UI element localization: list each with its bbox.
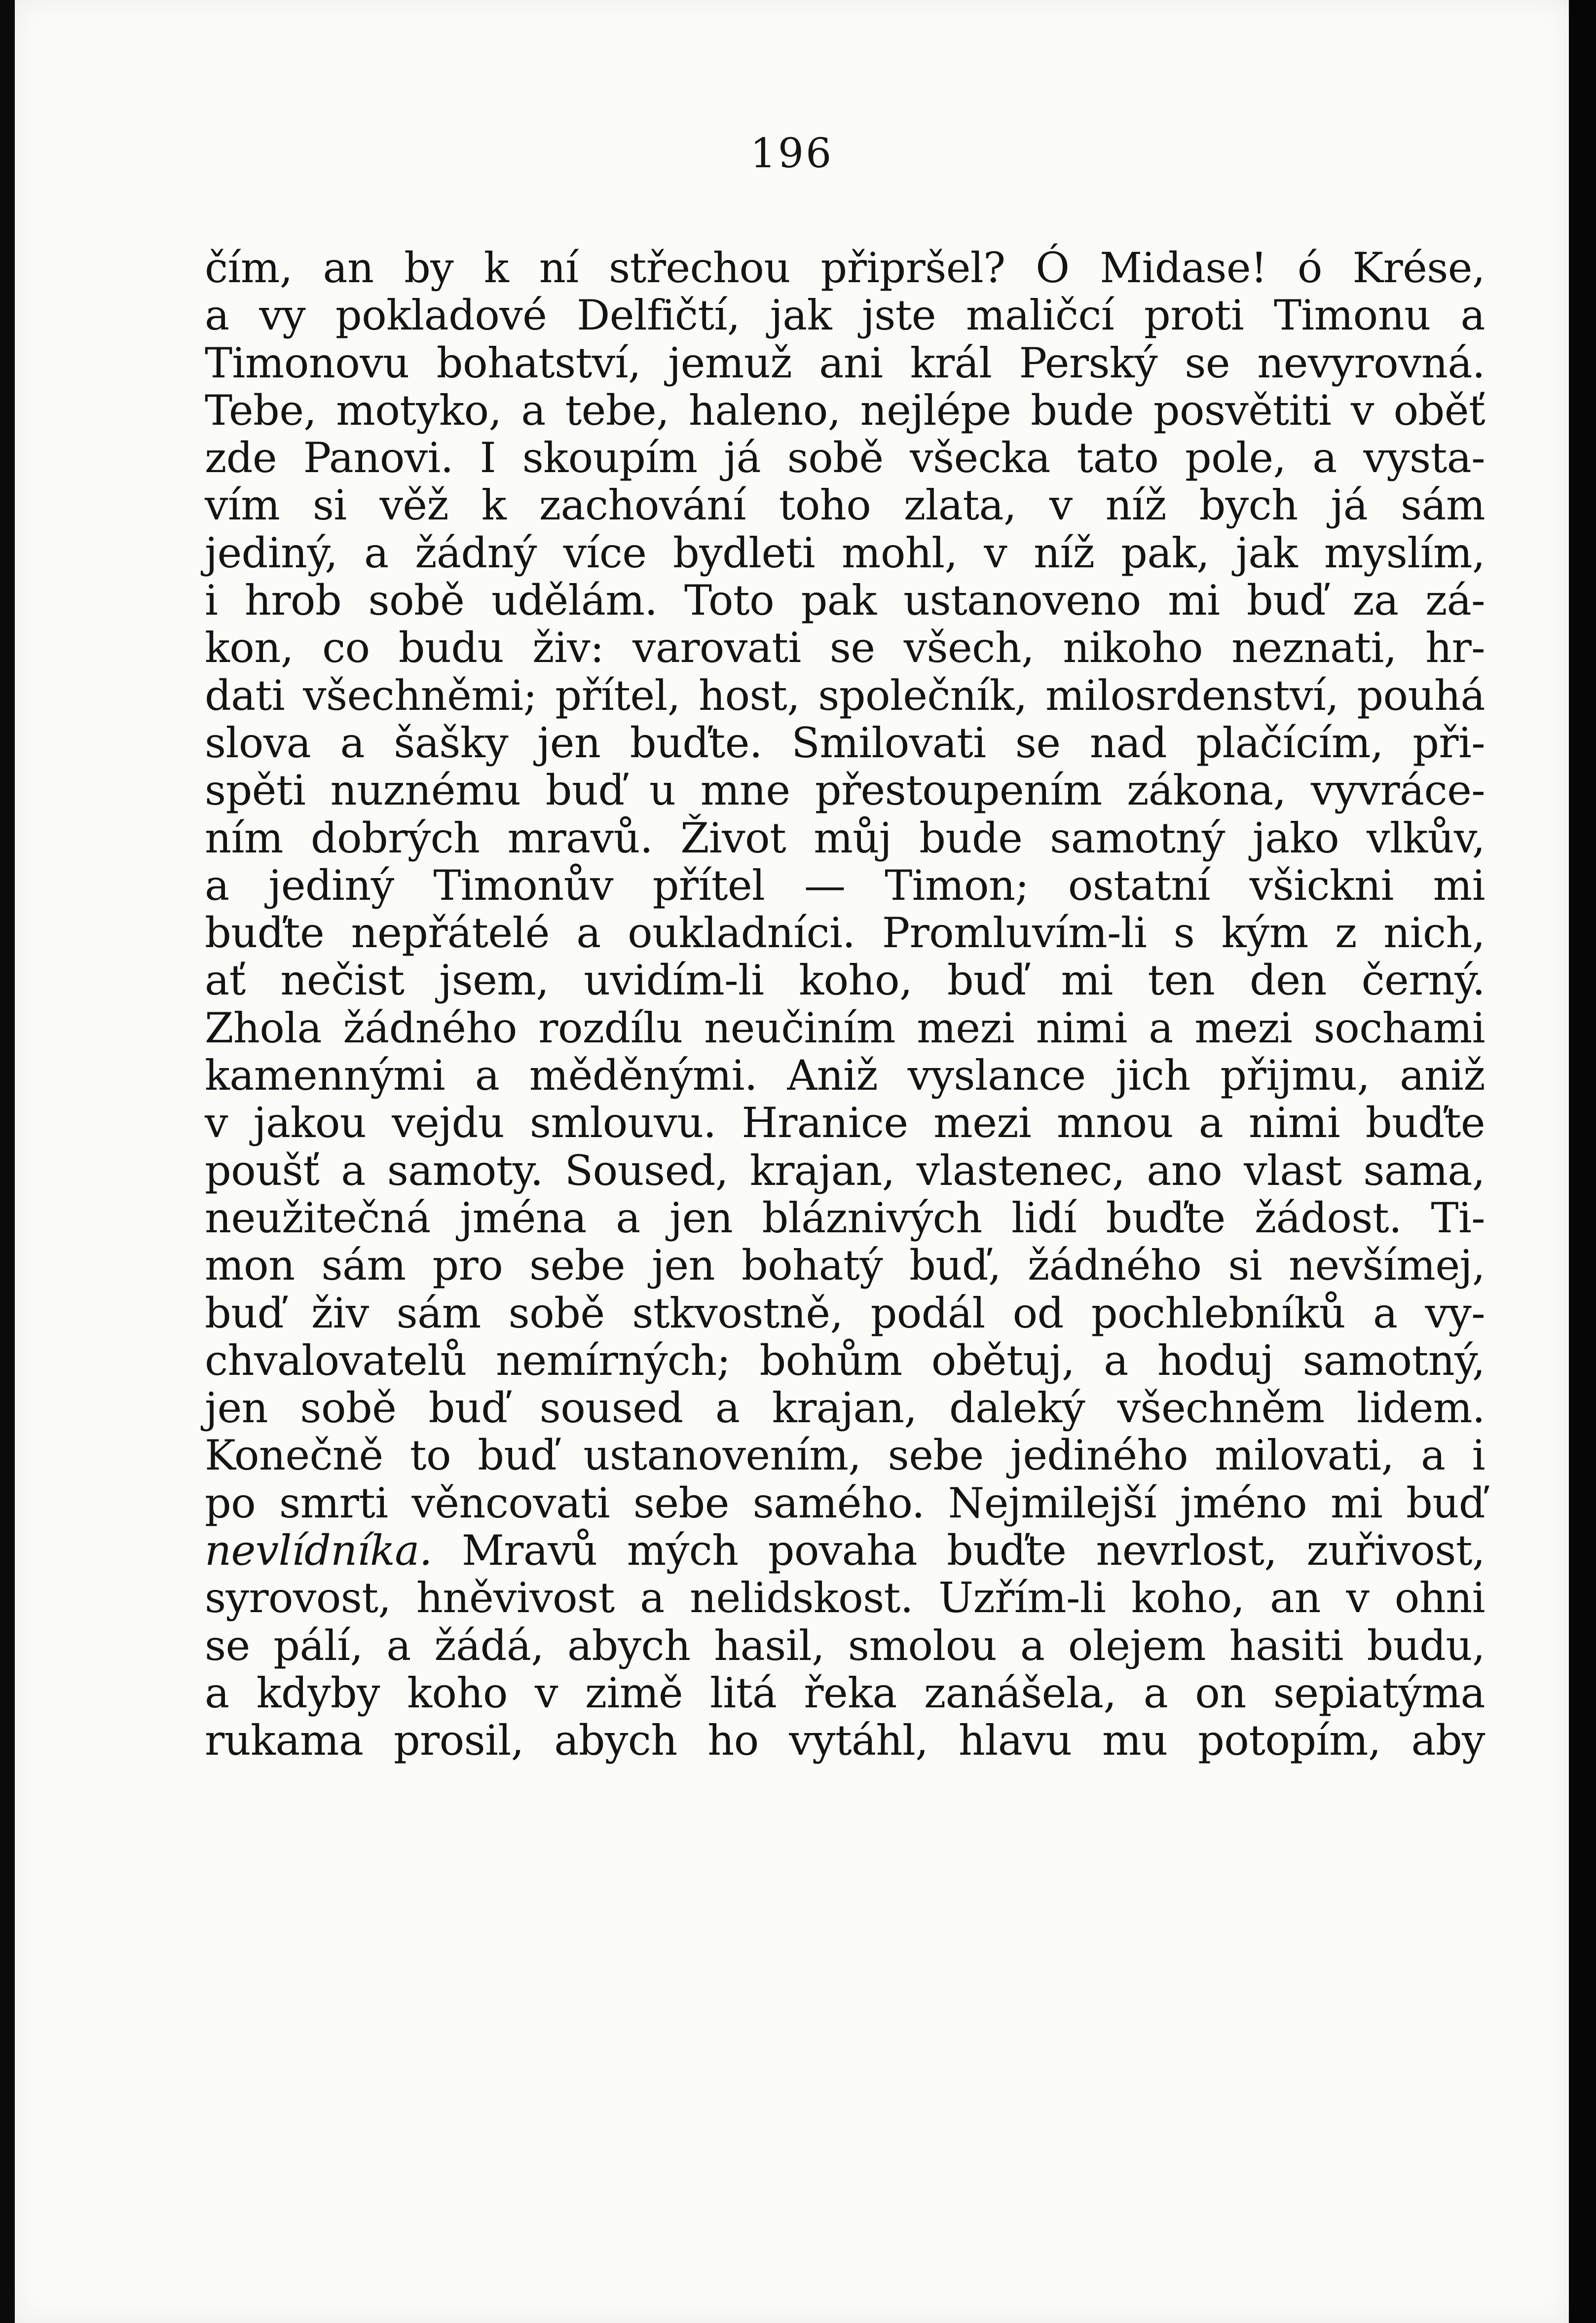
text-line: mon sám pro sebe jen bohatý buď, žádného si nevšímej,	[205, 1241, 1485, 1290]
text-line: ať nečist jsem, uvidím-li koho, buď mi ten den černý.	[205, 956, 1485, 1005]
page-number: 196	[750, 130, 834, 177]
text-line: slova a šašky jen buďte. Smilovati se nad plačícím, při-	[205, 718, 1485, 767]
text-line: buď živ sám sobě stkvostně, podál od pochlebníků a vy-	[205, 1289, 1485, 1337]
text-line: vím si věž k zachování toho zlata, v níž bych já sám	[205, 481, 1485, 530]
text-line: zde Panovi. I skoupím já sobě všecka tato pole, a vysta-	[205, 434, 1485, 482]
text-line: Timonovu bohatství, jemuž ani král Perský se nevyrovná.	[205, 338, 1485, 387]
text-line: Tebe, motyko, a tebe, haleno, nejlépe bude posvětiti v oběť	[205, 386, 1485, 435]
text-line: čím, an by k ní střechou připršel? Ó Midase! ó Krése,	[205, 244, 1485, 292]
text-line: po smrti věncovati sebe samého. Nejmilejší jméno mi buď	[205, 1478, 1485, 1527]
text-line: Konečně to buď ustanovením, sebe jediného milovati, a i	[205, 1431, 1485, 1480]
text-line: buďte nepřátelé a oukladníci. Promluvím-li s kým z nich,	[205, 909, 1485, 958]
text-line: syrovost, hněvivost a nelidskost. Uzřím-li koho, an v ohni	[205, 1574, 1485, 1622]
book-page	[15, 0, 1569, 2323]
text-line: Zhola žádného rozdílu neučiním mezi nimi a mezi sochami	[205, 1003, 1485, 1052]
text-line: a vy pokladové Delfičtí, jak jste maličcí proti Timonu a	[205, 291, 1485, 340]
text-line: kon, co budu živ: varovati se všech, nikoho neznati, hr-	[205, 624, 1485, 672]
text-line: chvalovatelů nemírných; bohům obětuj, a hoduj samotný,	[205, 1336, 1485, 1385]
text-line: jediný, a žádný více bydleti mohl, v níž pak, jak myslím,	[205, 528, 1485, 577]
text-line: spěti nuznému buď u mne přestoupením zákona, vyvráce-	[205, 766, 1485, 815]
text-line: a kdyby koho v zimě litá řeka zanášela, a on sepiatýma	[205, 1668, 1485, 1717]
text-line: ním dobrých mravů. Život můj bude samotný jako vlkův,	[205, 813, 1485, 862]
text-line: dati všechněmi; přítel, host, společník, milosrdenství, pouhá	[205, 671, 1485, 720]
text-line: a jediný Timonův přítel — Timon; ostatní všickni mi	[205, 861, 1485, 910]
body-text	[205, 244, 1485, 1765]
text-line: rukama prosil, abych ho vytáhl, hlavu mu potopím, aby	[205, 1716, 1485, 1765]
italic-word: nevlídníka.	[205, 1526, 432, 1575]
text-line: poušť a samoty. Soused, krajan, vlastenec, ano vlast sama,	[205, 1146, 1485, 1195]
text-line-with-italic	[205, 1527, 1485, 1574]
text-line: i hrob sobě udělám. Toto pak ustanoveno mi buď za zá-	[205, 576, 1485, 625]
scan-edge	[1569, 0, 1596, 2323]
text-line: neužitečná jména a jen bláznivých lidí buďte žádost. Ti-	[205, 1193, 1485, 1242]
text-line-rest: Mravů mých povaha buďte nevrlost, zuřivost,	[432, 1526, 1485, 1575]
text-line: v jakou vejdu smlouvu. Hranice mezi mnou a nimi buďte	[205, 1099, 1485, 1147]
text-line: kamennými a měděnými. Aniž vyslance jich přijmu, aniž	[205, 1051, 1485, 1100]
text-line: jen sobě buď soused a krajan, daleký všechněm lidem.	[205, 1384, 1485, 1433]
text-line: se pálí, a žádá, abych hasil, smolou a olejem hasiti budu,	[205, 1621, 1485, 1670]
